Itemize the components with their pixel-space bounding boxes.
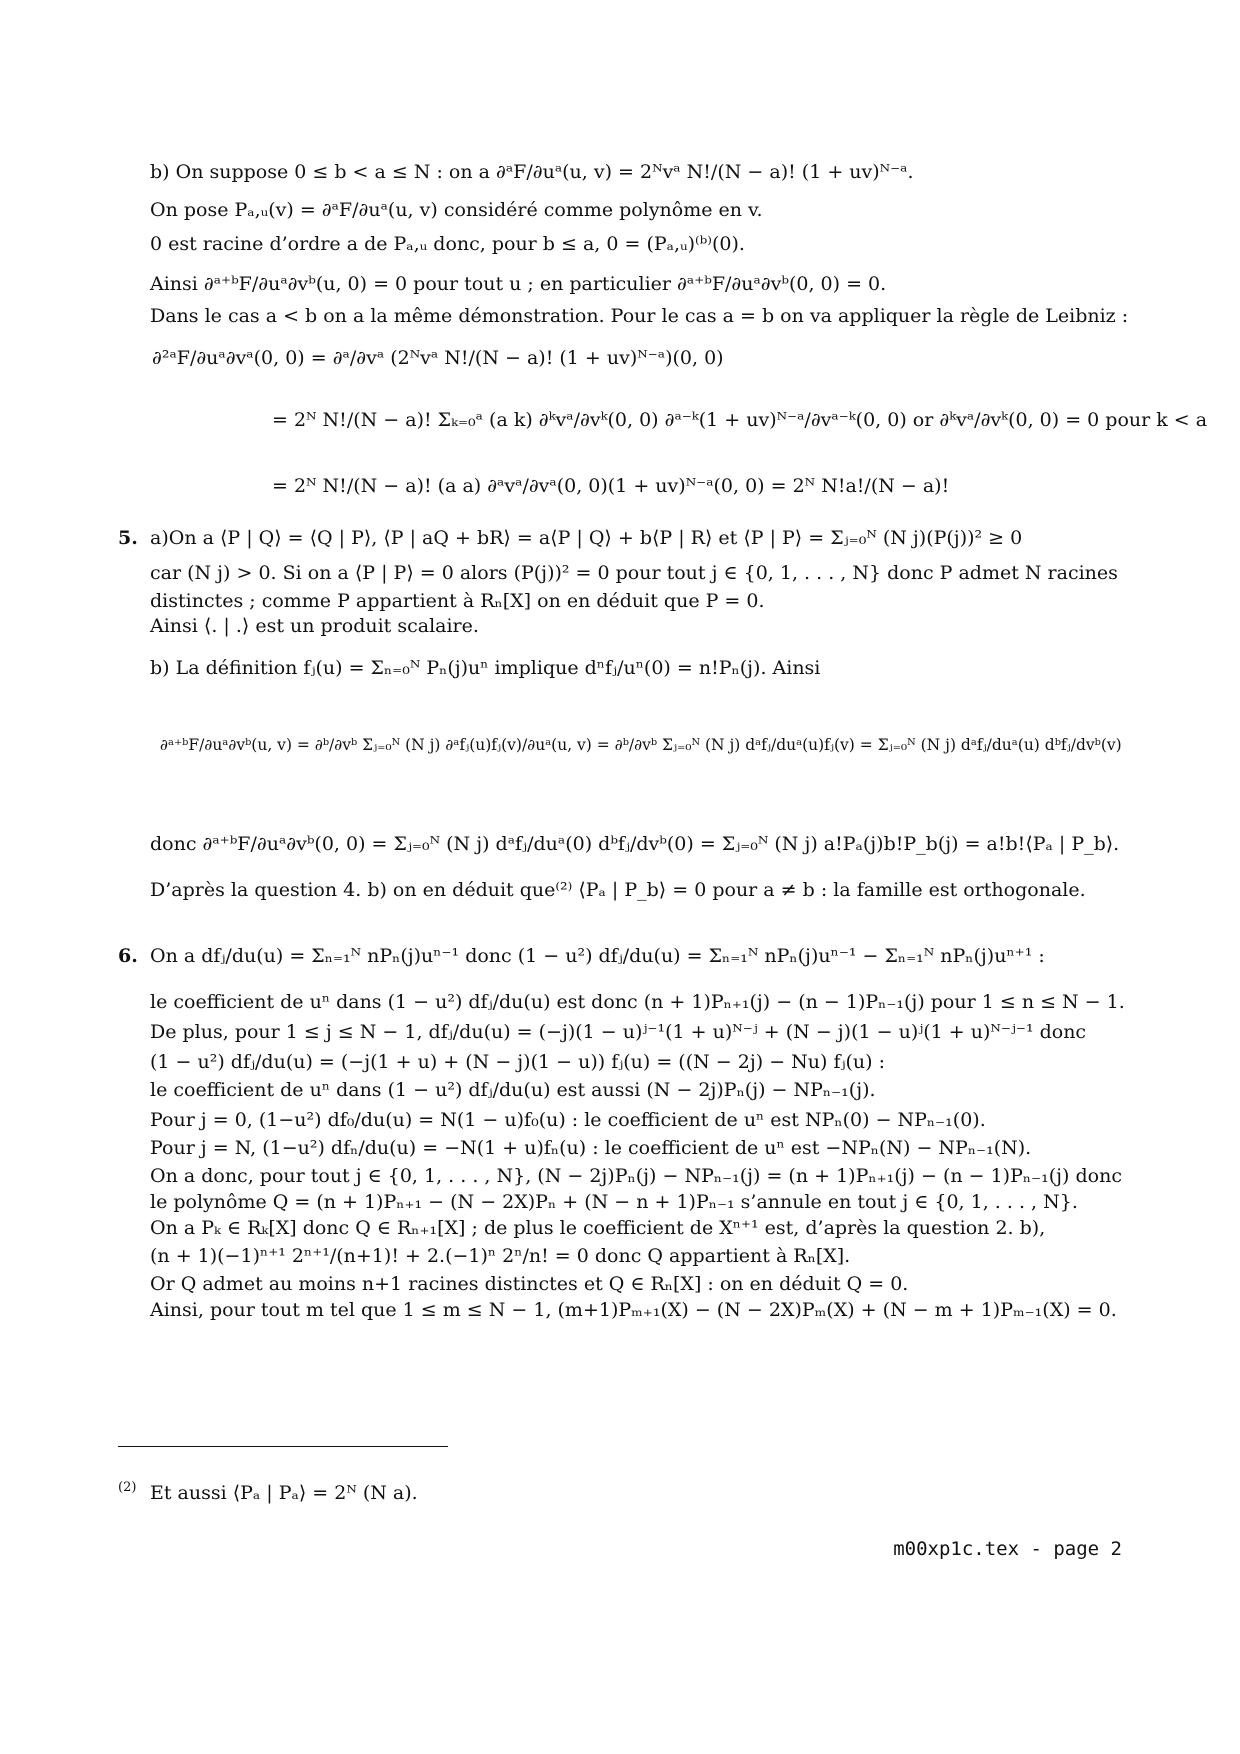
q5-number: 5.: [118, 527, 138, 549]
q4b-line-2: On pose Pₐ,ᵤ(v) = ∂ᵃF/∂uᵃ(u, v) considéré comme polynôme en v.: [150, 199, 763, 221]
q6-line-9: le polynôme Q = (n + 1)Pₙ₊₁ − (N − 2X)Pₙ + (N − n + 1)Pₙ₋₁ s’annule en tout j ∈ {0, 1, . . . , N}.: [150, 1191, 1078, 1213]
page-footer: m00xp1c.tex - page 2: [893, 1538, 1122, 1560]
q4b-line-5: Dans le cas a < b on a la même démonstration. Pour le cas a = b on va appliquer la règle de Leibniz :: [150, 305, 1129, 327]
q5a-line-1: a)On a ⟨P | Q⟩ = ⟨Q | P⟩, ⟨P | aQ + bR⟩ = a⟨P | Q⟩ + b⟨P | R⟩ et ⟨P | P⟩ = Σⱼ₌₀ᴺ (N j)(P(j))² ≥ 0: [150, 527, 1023, 549]
footnote-rule: [118, 1446, 448, 1447]
q6-number: 6.: [118, 945, 138, 967]
q6-line-3: De plus, pour 1 ≤ j ≤ N − 1, dfⱼ/du(u) = (−j)(1 − u)ʲ⁻¹(1 + u)ᴺ⁻ʲ + (N − j)(1 − u)ʲ(1 + u)ᴺ⁻ʲ⁻¹ donc: [150, 1021, 1087, 1043]
q4b-equation-2: = 2ᴺ N!/(N − a)! Σₖ₌₀ᵃ (a k) ∂ᵏvᵃ/∂vᵏ(0, 0) ∂ᵃ⁻ᵏ(1 + uv)ᴺ⁻ᵃ/∂vᵃ⁻ᵏ(0, 0) or ∂ᵏvᵃ/∂vᵏ(0, 0) = 0 pour k < a: [272, 409, 1208, 431]
footnote-mark: (2): [118, 1480, 137, 1495]
q6-line-10: On a Pₖ ∈ Rₖ[X] donc Q ∈ Rₙ₊₁[X] ; de plus le coefficient de Xⁿ⁺¹ est, d’après la question 2. b),: [150, 1217, 1046, 1239]
q4b-line-1: b) On suppose 0 ≤ b < a ≤ N : on a ∂ᵃF/∂uᵃ(u, v) = 2ᴺvᵃ N!/(N − a)! (1 + uv)ᴺ⁻ᵃ.: [150, 161, 914, 183]
q6-line-11: (n + 1)(−1)ⁿ⁺¹ 2ⁿ⁺¹/(n+1)! + 2.(−1)ⁿ 2ⁿ/n! = 0 donc Q appartient à Rₙ[X].: [150, 1245, 851, 1267]
footnote-text: Et aussi ⟨Pₐ | Pₐ⟩ = 2ᴺ (N a).: [150, 1482, 418, 1504]
q5b-equation-2: donc ∂ᵃ⁺ᵇF/∂uᵃ∂vᵇ(0, 0) = Σⱼ₌₀ᴺ (N j) dᵃfⱼ/duᵃ(0) dᵇfⱼ/dvᵇ(0) = Σⱼ₌₀ᴺ (N j) a!Pₐ(j)b!P_b(j) = a!b!⟨Pₐ | P_b⟩.: [150, 833, 1120, 855]
q5a-line-4: Ainsi ⟨. | .⟩ est un produit scalaire.: [150, 615, 479, 637]
q6-line-7: Pour j = N, (1−u²) dfₙ/du(u) = −N(1 + u)fₙ(u) : le coefficient de uⁿ est −NPₙ(N) − NPₙ₋₁(N).: [150, 1137, 1032, 1159]
q6-line-5: le coefficient de uⁿ dans (1 − u²) dfⱼ/du(u) est aussi (N − 2j)Pₙ(j) − NPₙ₋₁(j).: [150, 1079, 876, 1101]
q5a-line-2: car (N j) > 0. Si on a ⟨P | P⟩ = 0 alors (P(j))² = 0 pour tout j ∈ {0, 1, . . . , N} donc P admet N racines: [150, 562, 1118, 584]
q5a-line-3: distinctes ; comme P appartient à Rₙ[X] on en déduit que P = 0.: [150, 590, 765, 612]
q5b-line-2: D’après la question 4. b) on en déduit que⁽²⁾ ⟨Pₐ | P_b⟩ = 0 pour a ≠ b : la famille est orthogonale.: [150, 879, 1086, 901]
q4b-equation-1: ∂²ᵃF/∂uᵃ∂vᵃ(0, 0) = ∂ᵃ/∂vᵃ (2ᴺvᵃ N!/(N − a)! (1 + uv)ᴺ⁻ᵃ)(0, 0): [152, 347, 724, 369]
q5b-equation-1: ∂ᵃ⁺ᵇF/∂uᵃ∂vᵇ(u, v) = ∂ᵇ/∂vᵇ Σⱼ₌₀ᴺ (N j) ∂ᵃfⱼ(u)fⱼ(v)/∂uᵃ(u, v) = ∂ᵇ/∂vᵇ Σⱼ₌₀ᴺ (N j) dᵃfⱼ/duᵃ(u)fⱼ(v) = Σⱼ₌₀ᴺ (N j) dᵃfⱼ/duᵃ(u) dᵇfⱼ/dvᵇ(v): [160, 736, 1122, 754]
q6-line-13: Ainsi, pour tout m tel que 1 ≤ m ≤ N − 1, (m+1)Pₘ₊₁(X) − (N − 2X)Pₘ(X) + (N − m + 1)Pₘ₋₁(X) = 0.: [150, 1299, 1117, 1321]
q6-line-8: On a donc, pour tout j ∈ {0, 1, . . . , N}, (N − 2j)Pₙ(j) − NPₙ₋₁(j) = (n + 1)Pₙ₊₁(j) − (n − 1)Pₙ₋₁(j) donc: [150, 1165, 1122, 1187]
q6-line-1: On a dfⱼ/du(u) = Σₙ₌₁ᴺ nPₙ(j)uⁿ⁻¹ donc (1 − u²) dfⱼ/du(u) = Σₙ₌₁ᴺ nPₙ(j)uⁿ⁻¹ − Σₙ₌₁ᴺ nPₙ(j)uⁿ⁺¹ :: [150, 945, 1045, 967]
q6-line-12: Or Q admet au moins n+1 racines distinctes et Q ∈ Rₙ[X] : on en déduit Q = 0.: [150, 1273, 909, 1295]
q5b-line-1: b) La définition fⱼ(u) = Σₙ₌₀ᴺ Pₙ(j)uⁿ implique dⁿfⱼ/uⁿ(0) = n!Pₙ(j). Ainsi: [150, 657, 821, 679]
q6-line-6: Pour j = 0, (1−u²) df₀/du(u) = N(1 − u)f₀(u) : le coefficient de uⁿ est NPₙ(0) − NPₙ₋₁(0).: [150, 1109, 986, 1131]
q6-line-2: le coefficient de uⁿ dans (1 − u²) dfⱼ/du(u) est donc (n + 1)Pₙ₊₁(j) − (n − 1)Pₙ₋₁(j) pour 1 ≤ n ≤ N − 1.: [150, 991, 1125, 1013]
q6-line-4: (1 − u²) dfⱼ/du(u) = (−j(1 + u) + (N − j)(1 − u)) fⱼ(u) = ((N − 2j) − Nu) fⱼ(u) :: [150, 1051, 886, 1073]
q4b-line-4: Ainsi ∂ᵃ⁺ᵇF/∂uᵃ∂vᵇ(u, 0) = 0 pour tout u ; en particulier ∂ᵃ⁺ᵇF/∂uᵃ∂vᵇ(0, 0) = 0.: [150, 273, 887, 295]
q4b-line-3: 0 est racine d’ordre a de Pₐ,ᵤ donc, pour b ≤ a, 0 = (Pₐ,ᵤ)⁽ᵇ⁾(0).: [150, 233, 745, 255]
q4b-equation-3: = 2ᴺ N!/(N − a)! (a a) ∂ᵃvᵃ/∂vᵃ(0, 0)(1 + uv)ᴺ⁻ᵃ(0, 0) = 2ᴺ N!a!/(N − a)!: [272, 475, 950, 497]
